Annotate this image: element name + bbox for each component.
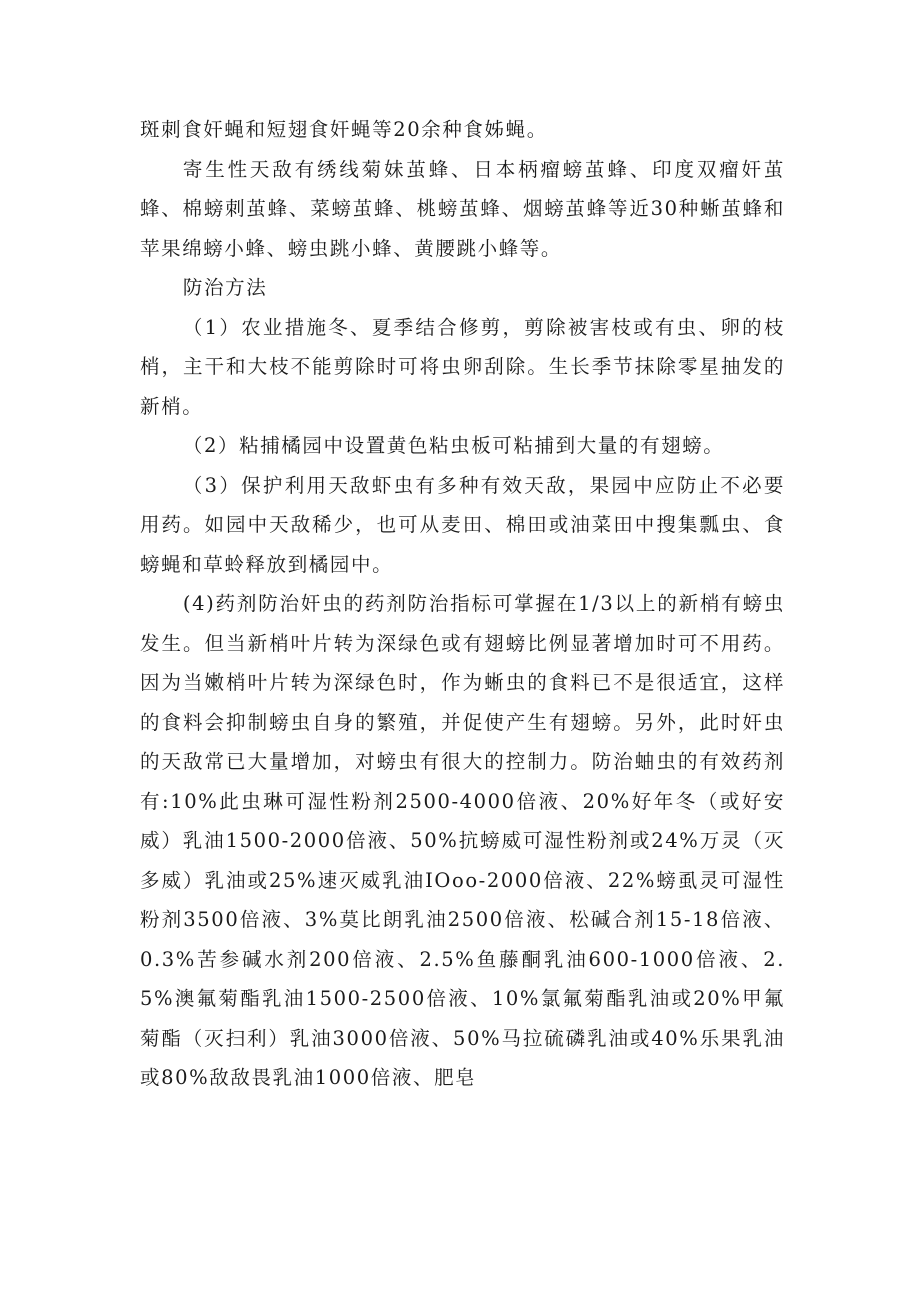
paragraph-sticky-traps: （2）粘捕橘园中设置黄色粘虫板可粘捕到大量的有翅螃。: [182, 434, 725, 457]
paragraph-agricultural-measures: （1）农业措施冬、夏季结合修剪，剪除被害枝或有虫、卵的枝梢，主干和大枝不能剪除时可将虫卵刮除。生长季节抹除零星抽发的新梢。: [140, 315, 785, 418]
paragraph-protect-natural-enemies: （3）保护利用天敌虾虫有多种有效天敌，果园中应防止不必要用药。如园中天敌稀少，也可从麦田、棉田或油菜田中搜集瓢虫、食螃蝇和草蛉释放到橘园中。: [140, 473, 785, 576]
paragraph-natural-enemies-predators: 斑刺食奸蝇和短翅食奸蝇等20余种食姊蝇。: [140, 118, 548, 141]
paragraph-parasitic-enemies: 寄生性天敌有绣线菊妹茧蜂、日本柄瘤螃茧蜂、印度双瘤奸茧蜂、棉螃刺茧蜂、菜螃茧蜂、桃螃茧蜂、烟螃茧蜂等近30种蜥茧蜂和苹果绵螃小蜂、螃虫跳小蜂、黄腰跳小蜂等。: [140, 157, 785, 260]
document-page: [140, 110, 785, 1098]
section-heading-control-methods: 防治方法: [182, 276, 268, 299]
paragraph-chemical-control: (4)药剂防治奸虫的药剂防治指标可掌握在1/3以上的新梢有螃虫发生。但当新梢叶片转为深绿色或有翅螃比例显著增加时可不用药。因为当嫩梢叶片转为深绿色时，作为蜥虫的食料已不是很适宜，这样的食料会抑制螃虫自身的繁殖，并促使产生有翅螃。另外，此时奸虫的天敌常已大量增加，对螃虫有很大的控制力。防治蚰虫的有效药剂有:10%此虫琳可湿性粉剂2500-4000倍液、20%好年冬（或好安威）乳油1500-2000倍液、50%抗螃威可湿性粉剂或24%万灵（灭多威）乳油或25%速灭威乳油IOoo-2000倍液、22%螃虱灵可湿性粉剂3500倍液、3%莫比朗乳油2500倍液、松碱合剂15-18倍液、0.3%苦参碱水剂200倍液、2.5%鱼藤酮乳油600-1000倍液、2.5%澳氟菊酯乳油1500-2500倍液、10%氯氟菊酯乳油或20%甲氟菊酯（灭扫利）乳油3000倍液、50%马拉硫磷乳油或40%乐果乳油或80%敌敌畏乳油1000倍液、肥皂: [140, 592, 785, 1089]
